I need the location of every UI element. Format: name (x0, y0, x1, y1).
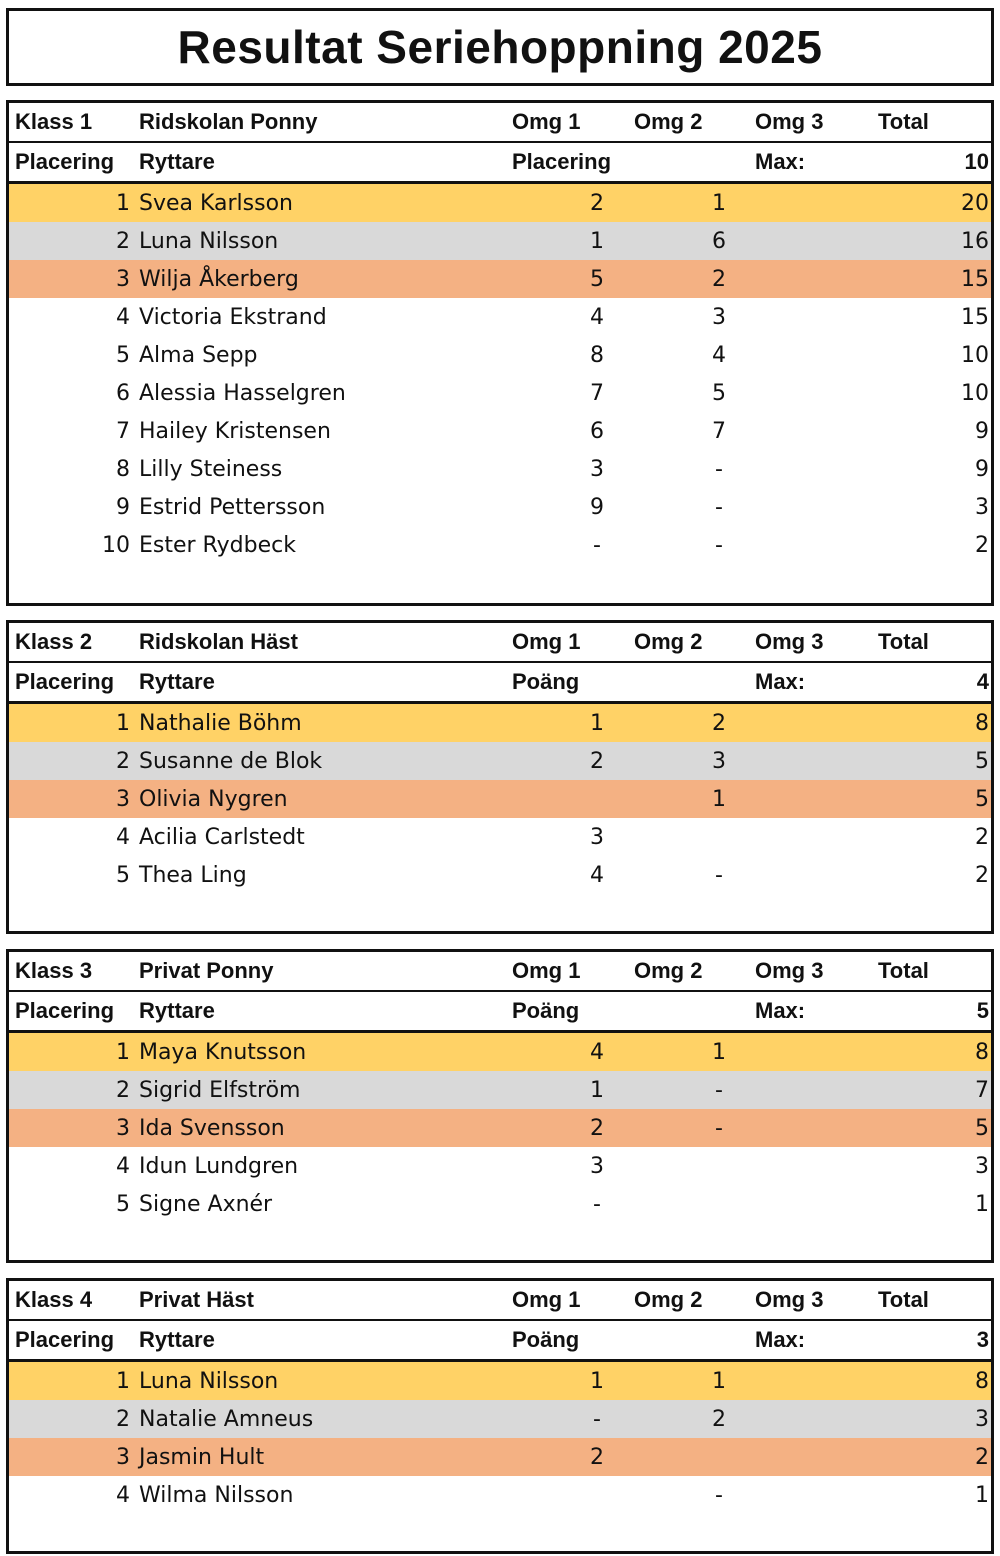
placering-header: Placering (15, 149, 115, 174)
table-row (9, 1071, 991, 1109)
rider-name: Idun Lundgren (139, 1153, 299, 1179)
scoring-type: Placering (512, 149, 612, 174)
omg2-value: - (715, 1077, 723, 1103)
klass-category: Ridskolan Ponny (139, 109, 318, 134)
scoring-type: Poäng (512, 998, 580, 1023)
omg2-value: - (715, 862, 723, 888)
omg2-value: 3 (712, 304, 726, 330)
placering-header: Placering (15, 669, 115, 694)
max-value: 3 (976, 1327, 989, 1352)
omg3-value (813, 1071, 869, 1109)
omg1-value: 1 (590, 228, 604, 254)
table-row (9, 1362, 991, 1400)
scoring-type: Poäng (512, 1327, 580, 1352)
omg3-value (813, 742, 869, 780)
klass-label: Klass 4 (15, 1287, 93, 1312)
total-value: 8 (975, 1039, 989, 1065)
total-value: 5 (975, 786, 989, 812)
rider-name: Olivia Nygren (139, 786, 288, 812)
placering-header: Placering (15, 1327, 115, 1352)
omg1-value: 2 (590, 748, 604, 774)
total-value: 10 (961, 380, 989, 406)
table-row (9, 1476, 991, 1514)
omg1-value: 3 (590, 456, 604, 482)
rider-name: Ester Rydbeck (139, 532, 296, 558)
omg1-header: Omg 1 (512, 958, 581, 983)
omg3-value (813, 1185, 869, 1223)
omg1-value: 3 (590, 824, 604, 850)
klass-header-row (9, 103, 991, 143)
rider-name: Svea Karlsson (139, 190, 293, 216)
ryttare-header: Ryttare (139, 669, 215, 694)
ryttare-header: Ryttare (139, 1327, 215, 1352)
placement: 3 (116, 266, 130, 292)
omg1-value: 2 (590, 1115, 604, 1141)
total-value: 16 (961, 228, 989, 254)
rider-name: Wilma Nilsson (139, 1482, 294, 1508)
total-value: 3 (975, 1406, 989, 1432)
omg2-header: Omg 2 (634, 958, 703, 983)
total-value: 5 (975, 748, 989, 774)
omg3-value (813, 856, 869, 894)
placering-header: Placering (15, 998, 115, 1023)
rider-name: Sigrid Elfström (139, 1077, 301, 1103)
omg3-value (813, 488, 869, 526)
placement: 1 (116, 1039, 130, 1065)
max-value: 4 (976, 669, 989, 694)
placement: 8 (116, 456, 130, 482)
table-row (9, 1185, 991, 1223)
placement: 2 (116, 228, 130, 254)
omg2-value: 5 (712, 380, 726, 406)
placement: 4 (116, 1482, 130, 1508)
table-row (9, 1033, 991, 1071)
omg3-value (813, 1362, 869, 1400)
omg2-value (691, 1438, 747, 1476)
klass-label: Klass 2 (15, 629, 93, 654)
rider-name: Alma Sepp (139, 342, 258, 368)
ryttare-header: Ryttare (139, 149, 215, 174)
omg3-value (813, 298, 869, 336)
omg1-value: 5 (590, 266, 604, 292)
table-row (9, 260, 991, 298)
omg1-value: - (593, 1406, 601, 1432)
placement: 5 (116, 342, 130, 368)
rider-name: Victoria Ekstrand (139, 304, 327, 330)
omg1-value (569, 780, 625, 818)
total-value: 10 (961, 342, 989, 368)
omg2-header: Omg 2 (634, 629, 703, 654)
column-header-row (9, 992, 991, 1033)
omg1-value: 4 (590, 1039, 604, 1065)
placement: 3 (116, 786, 130, 812)
total-value: 9 (975, 418, 989, 444)
total-value: 20 (961, 190, 989, 216)
omg3-header: Omg 3 (755, 629, 824, 654)
omg2-value: 4 (712, 342, 726, 368)
omg1-value: 8 (590, 342, 604, 368)
omg2-value: 7 (712, 418, 726, 444)
omg1-value: 1 (590, 710, 604, 736)
omg3-value (813, 526, 869, 564)
max-value: 5 (976, 998, 989, 1023)
total-value: 15 (961, 304, 989, 330)
rider-name: Luna Nilsson (139, 228, 279, 254)
table-row (9, 488, 991, 526)
rider-name: Jasmin Hult (139, 1444, 265, 1470)
omg2-header: Omg 2 (634, 109, 703, 134)
placement: 3 (116, 1444, 130, 1470)
omg3-value (813, 1147, 869, 1185)
table-row (9, 450, 991, 488)
table-row (9, 184, 991, 222)
table-row (9, 412, 991, 450)
placement: 2 (116, 1406, 130, 1432)
omg2-value: 1 (712, 190, 726, 216)
total-value: 2 (975, 1444, 989, 1470)
table-row (9, 1109, 991, 1147)
rider-name: Susanne de Blok (139, 748, 323, 774)
omg1-value: 2 (590, 190, 604, 216)
placement: 4 (116, 1153, 130, 1179)
omg1-value: 2 (590, 1444, 604, 1470)
total-value: 2 (975, 862, 989, 888)
placement: 10 (102, 532, 130, 558)
total-header: Total (878, 629, 929, 654)
omg2-value: 6 (712, 228, 726, 254)
max-label: Max: (755, 1327, 806, 1352)
total-value: 2 (975, 532, 989, 558)
omg1-value: 4 (590, 304, 604, 330)
omg3-value (813, 450, 869, 488)
table-row (9, 336, 991, 374)
omg3-header: Omg 3 (755, 109, 824, 134)
total-value: 7 (975, 1077, 989, 1103)
table-row (9, 222, 991, 260)
omg1-value: 6 (590, 418, 604, 444)
klass-table (6, 949, 994, 1263)
omg3-value (813, 818, 869, 856)
rider-name: Lilly Steiness (139, 456, 283, 482)
omg2-value (691, 1185, 747, 1223)
placement: 4 (116, 824, 130, 850)
table-row (9, 1400, 991, 1438)
klass-table (6, 1278, 994, 1554)
rider-name: Luna Nilsson (139, 1368, 279, 1394)
omg1-value: 4 (590, 862, 604, 888)
max-label: Max: (755, 669, 806, 694)
max-label: Max: (755, 149, 806, 174)
total-value: 3 (975, 1153, 989, 1179)
omg2-value: 1 (712, 1368, 726, 1394)
klass-table (6, 100, 994, 606)
column-header-row (9, 663, 991, 704)
omg1-value: 1 (590, 1368, 604, 1394)
table-row (9, 780, 991, 818)
table-row (9, 374, 991, 412)
omg3-value (813, 704, 869, 742)
placement: 1 (116, 710, 130, 736)
omg2-value: 3 (712, 748, 726, 774)
total-value: 3 (975, 494, 989, 520)
table-row (9, 742, 991, 780)
omg3-header: Omg 3 (755, 958, 824, 983)
placement: 2 (116, 748, 130, 774)
omg2-value (691, 1147, 747, 1185)
rider-name: Nathalie Böhm (139, 710, 302, 736)
omg2-value: 2 (712, 1406, 726, 1432)
rider-name: Natalie Amneus (139, 1406, 314, 1432)
rider-name: Thea Ling (139, 862, 247, 888)
omg2-value: - (715, 1482, 723, 1508)
rider-name: Hailey Kristensen (139, 418, 331, 444)
omg1-value: 1 (590, 1077, 604, 1103)
placement: 9 (116, 494, 130, 520)
total-header: Total (878, 1287, 929, 1312)
total-header: Total (878, 109, 929, 134)
rider-name: Maya Knutsson (139, 1039, 307, 1065)
omg1-header: Omg 1 (512, 629, 581, 654)
placement: 3 (116, 1115, 130, 1141)
total-value: 8 (975, 1368, 989, 1394)
column-header-row (9, 143, 991, 184)
placement: 2 (116, 1077, 130, 1103)
max-value: 10 (964, 149, 989, 174)
rider-name: Signe Axnér (139, 1191, 273, 1217)
omg3-value (813, 1476, 869, 1514)
omg3-header: Omg 3 (755, 1287, 824, 1312)
omg3-value (813, 336, 869, 374)
total-value: 8 (975, 710, 989, 736)
omg2-value: - (715, 532, 723, 558)
placement: 1 (116, 190, 130, 216)
klass-category: Privat Häst (139, 1287, 254, 1312)
table-row (9, 1438, 991, 1476)
rider-name: Ida Svensson (139, 1115, 285, 1141)
total-value: 2 (975, 824, 989, 850)
omg1-header: Omg 1 (512, 109, 581, 134)
ryttare-header: Ryttare (139, 998, 215, 1023)
klass-label: Klass 1 (15, 109, 93, 134)
table-row (9, 818, 991, 856)
omg2-value: 2 (712, 266, 726, 292)
placement: 1 (116, 1368, 130, 1394)
klass-category: Ridskolan Häst (139, 629, 298, 654)
omg3-value (813, 1438, 869, 1476)
scoring-type: Poäng (512, 669, 580, 694)
klass-header-row (9, 952, 991, 992)
klass-header-row (9, 623, 991, 663)
page-title: Resultat Seriehoppning 2025 (177, 21, 823, 73)
title-box (6, 8, 994, 86)
omg3-value (813, 780, 869, 818)
omg1-header: Omg 1 (512, 1287, 581, 1312)
omg3-value (813, 1033, 869, 1071)
klass-table (6, 620, 994, 934)
omg2-value: - (715, 1115, 723, 1141)
klass-label: Klass 3 (15, 958, 93, 983)
omg2-value: - (715, 494, 723, 520)
omg2-value: 2 (712, 710, 726, 736)
omg3-value (813, 1109, 869, 1147)
omg3-value (813, 222, 869, 260)
omg1-value: - (593, 1191, 601, 1217)
placement: 4 (116, 304, 130, 330)
rider-name: Alessia Hasselgren (139, 380, 346, 406)
placement: 7 (116, 418, 130, 444)
rider-name: Estrid Pettersson (139, 494, 326, 520)
omg3-value (813, 412, 869, 450)
omg1-value (569, 1476, 625, 1514)
total-header: Total (878, 958, 929, 983)
total-value: 5 (975, 1115, 989, 1141)
column-header-row (9, 1321, 991, 1362)
placement: 5 (116, 862, 130, 888)
omg2-value: - (715, 456, 723, 482)
omg2-value (691, 818, 747, 856)
omg3-value (813, 184, 869, 222)
rider-name: Acilia Carlstedt (139, 824, 305, 850)
klass-header-row (9, 1281, 991, 1321)
omg1-value: 9 (590, 494, 604, 520)
placement: 5 (116, 1191, 130, 1217)
table-row (9, 856, 991, 894)
omg1-value: 7 (590, 380, 604, 406)
total-value: 1 (975, 1482, 989, 1508)
total-value: 15 (961, 266, 989, 292)
klass-category: Privat Ponny (139, 958, 274, 983)
omg2-value: 1 (712, 786, 726, 812)
table-row (9, 1147, 991, 1185)
max-label: Max: (755, 998, 806, 1023)
omg3-value (813, 374, 869, 412)
omg2-value: 1 (712, 1039, 726, 1065)
total-value: 9 (975, 456, 989, 482)
omg1-value: - (593, 532, 601, 558)
table-row (9, 704, 991, 742)
table-row (9, 298, 991, 336)
rider-name: Wilja Åkerberg (139, 266, 299, 292)
placement: 6 (116, 380, 130, 406)
total-value: 1 (975, 1191, 989, 1217)
omg1-value: 3 (590, 1153, 604, 1179)
omg3-value (813, 1400, 869, 1438)
table-row (9, 526, 991, 564)
omg3-value (813, 260, 869, 298)
omg2-header: Omg 2 (634, 1287, 703, 1312)
